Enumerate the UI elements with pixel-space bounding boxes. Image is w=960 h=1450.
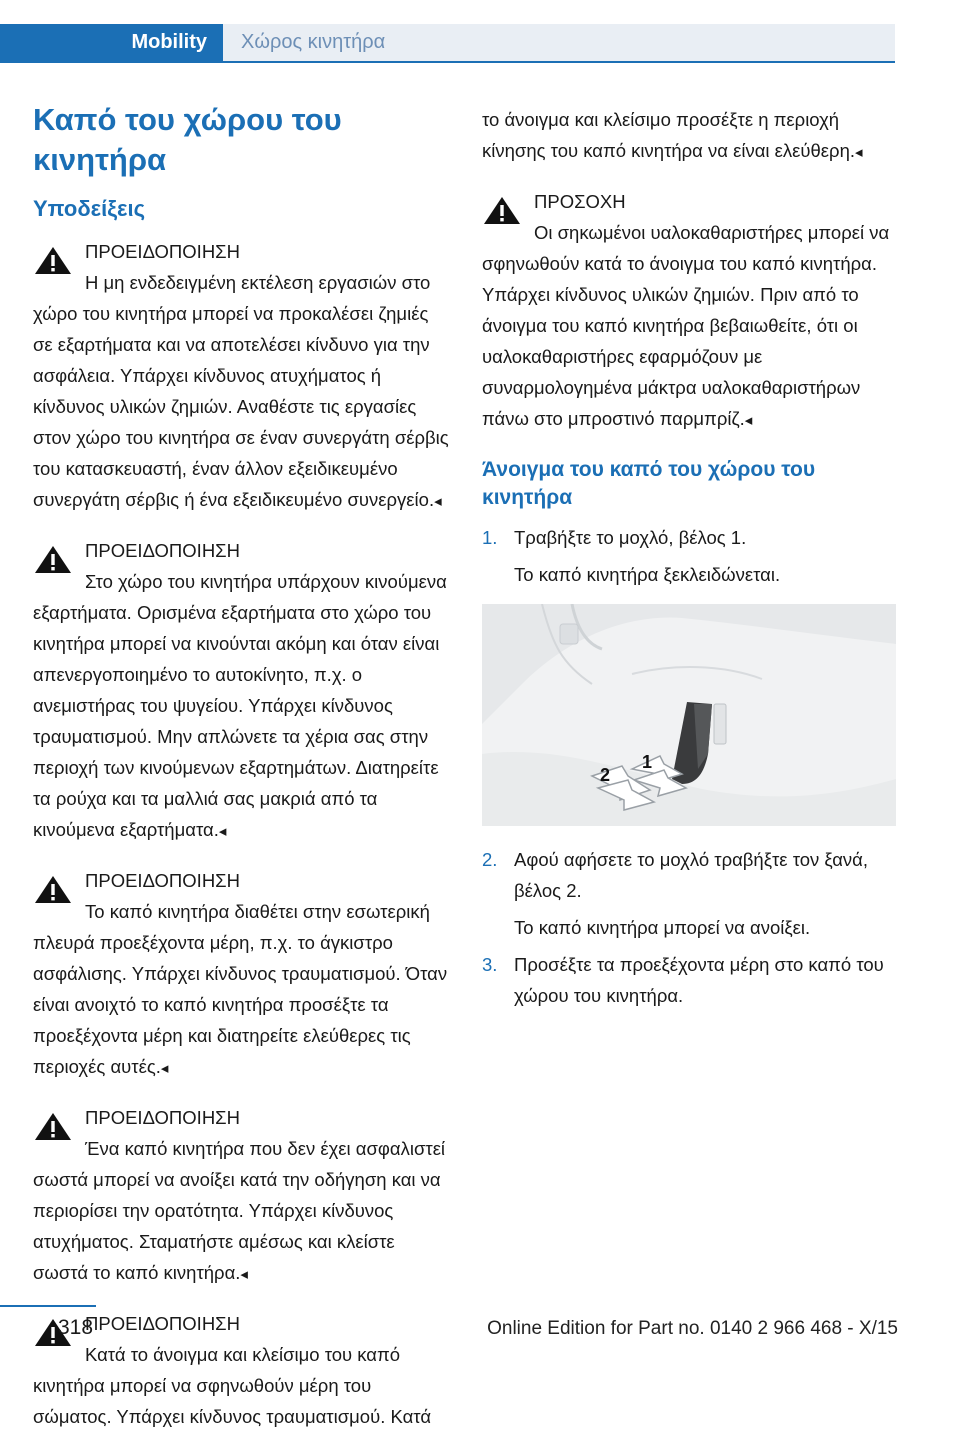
warning-text: Κατά το άνοιγμα και κλείσιμο του καπό κινητήρα μπορεί να σφηνωθούν μέρη του σώματος. Υπάρχει κίνδυνος τραυματισμού. Κατά [33, 1344, 432, 1427]
continued-text-body: το άνοιγμα και κλείσιμο προσέξτε η περιοχή κίνησης του καπό κινητήρα να είναι ελεύθερη. [482, 109, 856, 161]
warning-triangle-icon [33, 873, 73, 905]
warning-block-1 [33, 236, 451, 517]
page-title: Καπό του χώρου του κινητήρα [33, 102, 342, 177]
warning-block-3 [33, 865, 451, 1084]
warning-label: ΠΡΟΕΙΔΟΠΟΙΗΣΗ [85, 1107, 240, 1128]
caution-label: ΠΡΟΣΟΧΗ [534, 191, 626, 212]
warning-triangle-icon [33, 1110, 73, 1142]
section-title: Άνοιγμα του καπό του χώρου του κινητήρα [482, 458, 816, 509]
warning-text: Η μη ενδεδειγμένη εκτέλεση εργασιών στο χώρο του κινητήρα μπορεί να προκαλέσει ζημιές σε εξαρτήματα και να αποτελέσει κίνδυνο για την ασφάλεια. Υπάρχει κίνδυνος ατυχήματος ή κίνδυνος υλικών ζημιών. Αναθέστε τις εργασίες στον χώρο του κινητήρα σε έναν συνεργάτη σέρβις του κατασκευαστή, έναν άλλον εξειδικευμένο συνεργάτη σέρβις ή ένα εξειδικευμένο συνεργείο. [33, 272, 449, 510]
end-mark: ◂ [218, 823, 227, 840]
warning-text: Το καπό κινητήρα διαθέτει στην εσωτερική πλευρά προεξέχοντα μέρη, π.χ. το άγκιστρο ασφάλισης. Υπάρχει κίνδυνος τραυματισμού. Όταν είναι ανοιχτό το καπό κινητήρα προσέξτε τα προεξέχοντα μέρη και διατηρείτε ελεύθερες τις περιοχές αυτές. [33, 901, 448, 1077]
subtitle: Υποδείξεις [33, 196, 146, 221]
end-mark: ◂ [434, 493, 442, 510]
hood-release-lever-figure [482, 604, 896, 826]
end-mark: ◂ [160, 1060, 169, 1077]
warning-triangle-icon [482, 194, 522, 226]
step-result: Το καπό κινητήρα μπορεί να ανοίξει. [514, 917, 811, 938]
left-column [33, 100, 451, 1450]
step-text: Προσέξτε τα προεξέχοντα μέρη στο καπό του χώρου του κινητήρα. [514, 954, 884, 1006]
warning-label: ΠΡΟΕΙΔΟΠΟΙΗΣΗ [85, 540, 240, 561]
warning-text: Στο χώρο του κινητήρα υπάρχουν κινούμενα εξαρτήματα. Ορισμένα εξαρτήματα στο χώρο του κινητήρα μπορεί να κινούνται ακόμη και όταν είναι απενεργοποιημένο το αυτοκίνητο, π.χ. ο ανεμιστήρας του ψυγείου. Υπάρχει κίνδυνος τραυματισμού. Μην απλώνετε τα χέρια σας στην περιοχή των κινούμενων εξαρτημάτων. Διατηρείτε τα ρούχα και τα μαλλιά σας μακριά από τα κινούμενα εξαρτήματα. [33, 571, 447, 840]
continued-text [482, 104, 896, 168]
arrow-1-label: 1 [642, 752, 653, 772]
step-item [482, 522, 896, 590]
chapter-tab: Χώρος κινητήρα [223, 24, 895, 61]
page-header [0, 0, 960, 62]
step-number: 1. [482, 527, 498, 548]
edition-note: Online Edition for Part no. 0140 2 966 468 - X/15 [487, 1318, 898, 1339]
caution-text: Οι σηκωμένοι υαλοκαθαριστήρες μπορεί να σφηνωθούν κατά το άνοιγμα του καπό κινητήρα. Υπάρχει κίνδυνος υλικών ζημιών. Πριν από το άνοιγμα του καπό κινητήρα βεβαιωθείτε, ότι οι υαλοκαθαριστήρες εφαρμόζουν με συναρμολογημένα μάκτρα υαλοκαθαριστήρων πάνω στο μπροστινό παρμπρίζ. [482, 222, 890, 429]
header-divider [0, 61, 895, 63]
step-number: 2. [482, 849, 498, 870]
warning-text: Ένα καπό κινητήρα που δεν έχει ασφαλιστεί σωστά μπορεί να ανοίξει κατά την οδήγηση και να περιορίσει την ορατότητα. Υπάρχει κίνδυνος ατυχήματος. Σταματήστε αμέσως και κλείστε σωστά το καπό κινητήρα. [33, 1138, 446, 1283]
steps-list-continued [482, 844, 896, 1011]
step-number: 3. [482, 954, 498, 975]
caution-block [482, 186, 896, 436]
page-number: 318 [58, 1316, 94, 1339]
end-mark: ◂ [855, 144, 863, 161]
step-text: Αφού αφήσετε το μοχλό τραβήξτε τον ξανά, βέλος 2. [514, 849, 868, 901]
step-text: Τραβήξτε το μοχλό, βέλος 1. [514, 527, 747, 548]
warning-label: ΠΡΟΕΙΔΟΠΟΙΗΣΗ [85, 870, 240, 891]
right-column [482, 104, 896, 1017]
warning-triangle-icon [33, 543, 73, 575]
warning-triangle-icon [33, 244, 73, 276]
warning-block-2 [33, 535, 451, 847]
warning-block-4 [33, 1102, 451, 1290]
steps-list [482, 522, 896, 590]
end-mark: ◂ [744, 412, 753, 429]
warning-label: ΠΡΟΕΙΔΟΠΟΙΗΣΗ [85, 1313, 240, 1334]
step-item [482, 949, 896, 1011]
step-result: Το καπό κινητήρα ξεκλειδώνεται. [514, 564, 781, 585]
end-mark: ◂ [240, 1266, 248, 1283]
step-item [482, 844, 896, 943]
hood-release-illustration [482, 604, 896, 826]
warning-label: ΠΡΟΕΙΔΟΠΟΙΗΣΗ [85, 241, 240, 262]
arrow-2-label: 2 [600, 765, 611, 785]
warning-block-5 [33, 1308, 451, 1432]
section-tab: Mobility [0, 24, 223, 61]
footer-divider [0, 1305, 96, 1307]
